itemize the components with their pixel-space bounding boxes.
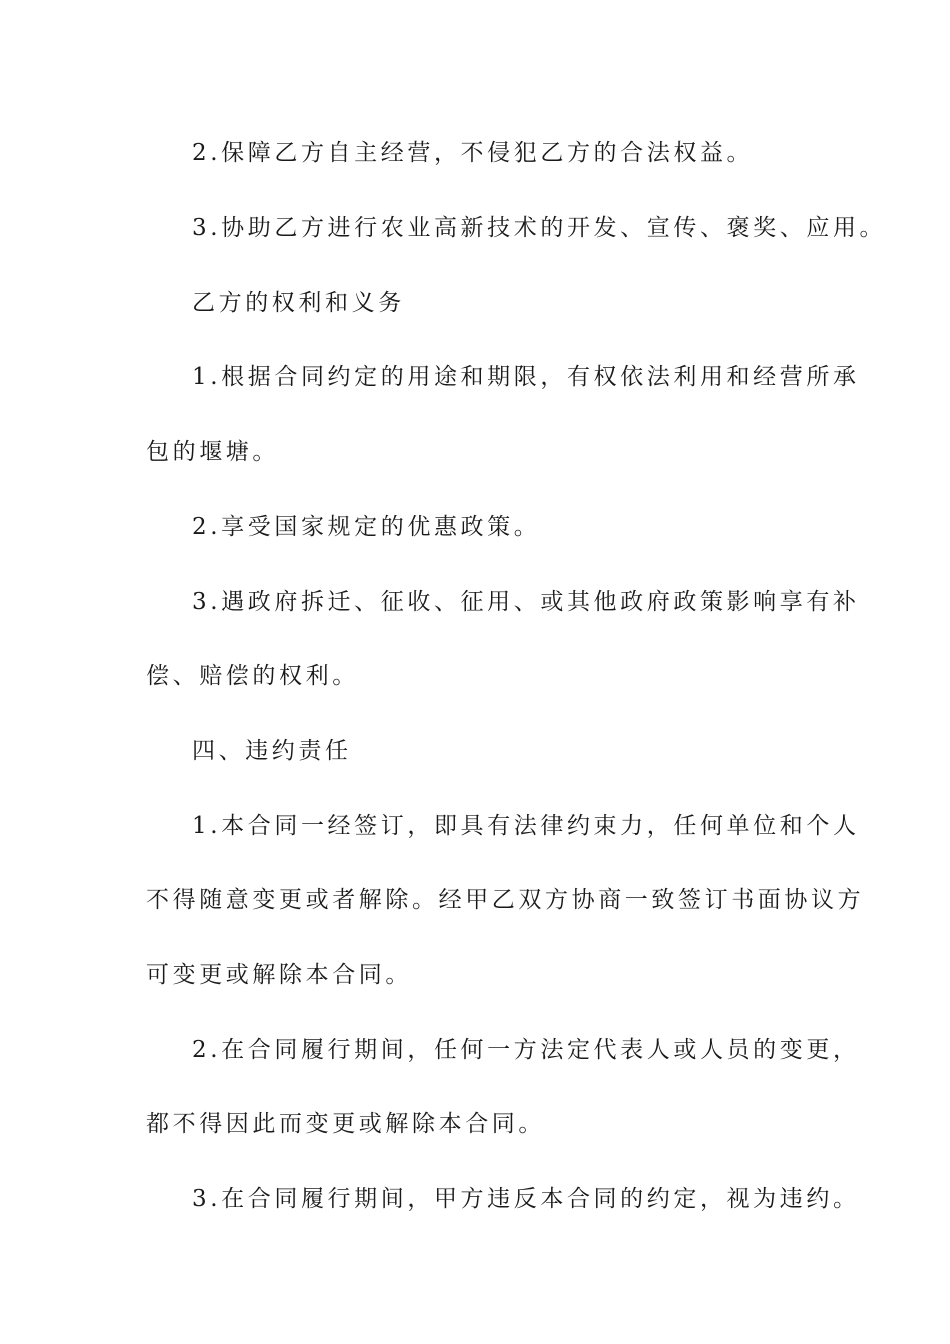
paragraph-line: 不得随意变更或者解除。经甲乙双方协商一致签订书面协议方 <box>146 887 865 913</box>
paragraph-line: 2.保障乙方自主经营，不侵犯乙方的合法权益。 <box>192 140 754 166</box>
paragraph-line: 2.在合同履行期间，任何一方法定代表人或人员的变更， <box>192 1037 860 1063</box>
paragraph-line: 偿、赔偿的权利。 <box>146 663 359 689</box>
paragraph-line: 2.享受国家规定的优惠政策。 <box>192 514 541 540</box>
paragraph-line: 可变更或解除本合同。 <box>146 962 412 988</box>
paragraph-line: 都不得因此而变更或解除本合同。 <box>146 1111 545 1137</box>
section-heading: 四、违约责任 <box>192 738 352 764</box>
paragraph-line: 包的堰塘。 <box>146 439 279 465</box>
paragraph-line: 3.遇政府拆迁、征收、征用、或其他政府政策影响享有补 <box>192 589 860 615</box>
section-heading: 乙方的权利和义务 <box>192 290 405 316</box>
paragraph-line: 1.根据合同约定的用途和期限，有权依法利用和经营所承 <box>192 364 860 390</box>
paragraph-line: 3.协助乙方进行农业高新技术的开发、宣传、褒奖、应用。 <box>192 215 887 241</box>
paragraph-line: 3.在合同履行期间，甲方违反本合同的约定，视为违约。 <box>192 1186 860 1212</box>
paragraph-line: 1.本合同一经签订，即具有法律约束力，任何单位和个人 <box>192 813 860 839</box>
